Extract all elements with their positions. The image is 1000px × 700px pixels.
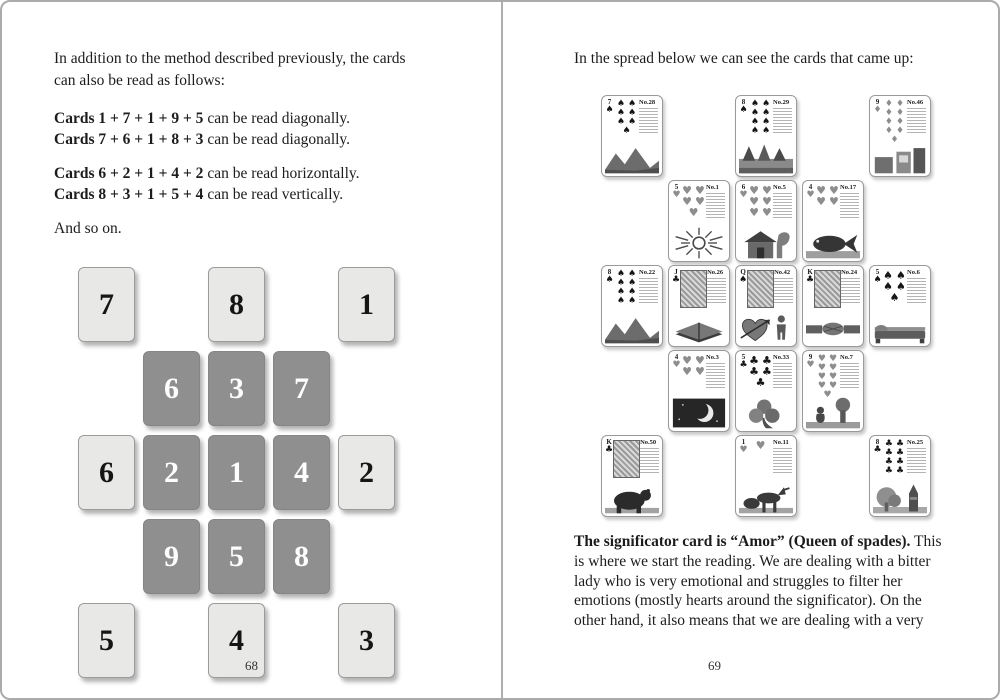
spread-card xyxy=(668,180,730,262)
heart-pip-icon: ♥ xyxy=(829,354,838,364)
left-intro-paragraph: In addition to the method described previously, the cards can also be read as follows: xyxy=(54,50,406,89)
diagram-card-dark xyxy=(208,351,265,426)
heart-pip-icon: ♥ xyxy=(829,184,839,197)
card-corner-index: 8 ♠ xyxy=(605,268,614,285)
heart-pip-icon: ♥ xyxy=(682,365,692,378)
card-corner-index: 5 ♠ xyxy=(873,268,882,285)
heart-pip-icon: ♥ xyxy=(817,354,826,364)
card-number-label: No.22 xyxy=(639,269,656,276)
diagram-card-light xyxy=(78,435,135,510)
rules-group-straight xyxy=(54,163,501,205)
spade-pip-icon: ♠ xyxy=(628,99,637,109)
spade-pip-icon: ♠ xyxy=(616,278,625,288)
diagram-card-dark xyxy=(143,435,200,510)
heart-pip-icon: ♥ xyxy=(682,184,692,197)
diagram-card-number: 4 xyxy=(294,455,309,489)
heart-pip-icon: ♥ xyxy=(762,195,772,208)
diagram-card-dark xyxy=(273,435,330,510)
club-pip-icon: ♣ xyxy=(884,466,893,476)
right-page xyxy=(503,2,998,698)
card-caption-microtext xyxy=(639,108,658,133)
house-illustration xyxy=(739,227,793,259)
club-pip-icon: ♣ xyxy=(884,457,893,467)
card-corner-index: 5 ♣ xyxy=(739,353,748,370)
card-spread xyxy=(601,95,998,517)
spade-pip-icon: ♠ xyxy=(628,287,637,297)
club-pip-icon: ♣ xyxy=(896,466,905,476)
card-caption-microtext xyxy=(773,448,792,473)
mountain-illustration xyxy=(605,312,659,344)
diamond-pip-icon: ♦ xyxy=(884,108,893,118)
spread-card xyxy=(869,95,931,177)
card-caption-microtext xyxy=(773,108,792,133)
spread-card xyxy=(601,265,663,347)
card-corner-index: 8 ♠ xyxy=(739,98,748,115)
diagram-card-light xyxy=(208,267,265,342)
church-illustration xyxy=(873,482,927,514)
diagram-card-number: 7 xyxy=(99,287,114,321)
forest-illustration xyxy=(739,142,793,174)
moon-illustration xyxy=(672,397,726,429)
card-caption-microtext xyxy=(840,363,859,388)
card-number-label: No.25 xyxy=(907,439,924,446)
spread-card xyxy=(735,95,797,177)
diagram-card-number: 3 xyxy=(359,623,374,657)
card-corner-index: Q ♠ xyxy=(739,268,748,285)
heart-pip-icon: ♥ xyxy=(823,390,832,400)
spread-card xyxy=(735,435,797,517)
diagram-card-number: 6 xyxy=(99,455,114,489)
spade-pip-icon: ♠ xyxy=(616,117,625,127)
diagram-card-number: 8 xyxy=(229,287,244,321)
diagram-card-number: 5 xyxy=(99,623,114,657)
spade-pip-icon: ♠ xyxy=(873,275,882,285)
heart-pip-icon: ♥ xyxy=(688,206,699,219)
club-pip-icon: ♣ xyxy=(749,365,759,378)
diamond-pip-icon: ♦ xyxy=(890,135,899,145)
card-caption-microtext xyxy=(706,193,725,218)
book-illustration xyxy=(672,312,726,344)
clover-illustration xyxy=(739,397,793,429)
diagram-card-dark xyxy=(143,351,200,426)
spade-pip-icon: ♠ xyxy=(889,291,900,304)
heart-pip-icon: ♥ xyxy=(817,372,826,382)
reading-paragraph xyxy=(574,532,946,631)
club-pip-icon: ♣ xyxy=(755,376,766,389)
card-corner-index: 4 ♥ xyxy=(806,183,815,200)
card-number-label: No.17 xyxy=(840,184,857,191)
sun-illustration xyxy=(672,227,726,259)
spade-pip-icon: ♠ xyxy=(896,280,906,293)
diagram-card-number: 3 xyxy=(229,371,244,405)
spade-pip-icon: ♠ xyxy=(750,108,759,118)
rule-line: Cards 7 + 6 + 1 + 8 + 3 can be read diagonally. xyxy=(54,131,351,148)
club-pip-icon: ♣ xyxy=(806,275,815,285)
diamond-pip-icon: ♦ xyxy=(896,99,905,109)
room-illustration xyxy=(873,142,927,174)
diagram-card-number: 4 xyxy=(229,623,244,657)
card-caption-microtext xyxy=(841,278,860,303)
heart-pip-icon: ♥ xyxy=(739,190,748,200)
spade-pip-icon: ♠ xyxy=(605,105,614,115)
court-portrait xyxy=(613,440,640,478)
card-number-label: No.5 xyxy=(773,184,786,191)
spread-card xyxy=(601,435,663,517)
card-position-diagram xyxy=(78,267,501,678)
spade-pip-icon: ♠ xyxy=(628,108,637,118)
card-corner-index: 8 ♣ xyxy=(873,438,882,455)
club-pip-icon: ♣ xyxy=(896,457,905,467)
diamond-pip-icon: ♦ xyxy=(884,126,893,136)
card-corner-index: 5 ♥ xyxy=(672,183,681,200)
diamond-pip-icon: ♦ xyxy=(884,99,893,109)
heart-pip-icon: ♥ xyxy=(695,195,705,208)
spade-pip-icon: ♠ xyxy=(616,287,625,297)
card-corner-index: 6 ♥ xyxy=(739,183,748,200)
card-corner-index: 9 ♦ xyxy=(873,98,882,115)
card-number-label: No.29 xyxy=(773,99,790,106)
bed-illustration xyxy=(873,312,927,344)
club-pip-icon: ♣ xyxy=(762,354,772,367)
rules-group-diagonal xyxy=(54,108,501,150)
card-number-label: No.42 xyxy=(774,269,791,276)
diamond-pip-icon: ♦ xyxy=(896,126,905,136)
court-portrait xyxy=(680,270,707,308)
card-corner-index: K ♣ xyxy=(806,268,815,285)
heart-pip-icon: ♥ xyxy=(682,354,692,367)
heart-pip-icon: ♥ xyxy=(762,206,772,219)
spade-pip-icon: ♠ xyxy=(762,99,771,109)
rule-line: Cards 8 + 3 + 1 + 5 + 4 can be read vertically. xyxy=(54,186,344,203)
card-caption-microtext xyxy=(640,448,659,473)
card-caption-microtext xyxy=(907,448,926,473)
club-pip-icon: ♣ xyxy=(884,439,893,449)
significator-sentence: The significator card is “Amor” (Queen of spades). xyxy=(574,533,911,550)
diagram-card-number: 1 xyxy=(229,455,244,489)
heart-pip-icon: ♥ xyxy=(695,354,705,367)
card-number-label: No.11 xyxy=(773,439,789,446)
card-caption-microtext xyxy=(840,193,859,218)
heart-pip-icon: ♥ xyxy=(672,190,681,200)
mountain-illustration xyxy=(605,142,659,174)
spread-card xyxy=(802,180,864,262)
left-outro: And so on. xyxy=(54,220,122,237)
heart-pip-icon: ♥ xyxy=(806,360,815,370)
card-corner-index: J ♣ xyxy=(672,268,681,285)
card-number-label: No.50 xyxy=(640,439,657,446)
heart-pip-icon: ♥ xyxy=(695,184,705,197)
spade-pip-icon: ♠ xyxy=(605,275,614,285)
club-pip-icon: ♣ xyxy=(739,360,748,370)
diagram-card-light xyxy=(338,267,395,342)
spread-card xyxy=(869,265,931,347)
card-caption-microtext xyxy=(707,278,726,303)
diagram-card-light xyxy=(338,435,395,510)
left-page xyxy=(2,2,501,698)
spade-pip-icon: ♠ xyxy=(616,296,625,306)
spade-pip-icon: ♠ xyxy=(896,269,906,282)
spade-pip-icon: ♠ xyxy=(616,99,625,109)
card-number-label: No.7 xyxy=(840,354,853,361)
diagram-card-number: 8 xyxy=(294,539,309,573)
spread-card xyxy=(601,95,663,177)
rule-line: Cards 1 + 7 + 1 + 9 + 5 can be read diagonally. xyxy=(54,110,351,127)
court-portrait xyxy=(747,270,774,308)
spread-card xyxy=(735,265,797,347)
heart-pip-icon: ♥ xyxy=(755,439,766,452)
diagram-card-number: 2 xyxy=(359,455,374,489)
bear-illustration xyxy=(605,482,659,514)
card-corner-index: K ♣ xyxy=(605,438,614,455)
heart-pip-icon: ♥ xyxy=(749,184,759,197)
page-number-right: 69 xyxy=(708,658,721,673)
heart-pip-icon: ♥ xyxy=(749,206,759,219)
heart-pip-icon: ♥ xyxy=(806,190,815,200)
card-caption-microtext xyxy=(774,278,793,303)
diagram-card-number: 6 xyxy=(164,371,179,405)
heart-pip-icon: ♥ xyxy=(817,381,826,391)
mourner-illustration xyxy=(806,397,860,429)
spade-pip-icon: ♠ xyxy=(739,105,748,115)
club-pip-icon: ♣ xyxy=(896,439,905,449)
diagram-card-number: 2 xyxy=(164,455,179,489)
diagram-card-number: 5 xyxy=(229,539,244,573)
diagram-card-number: 7 xyxy=(294,371,309,405)
spade-pip-icon: ♠ xyxy=(762,117,771,127)
card-number-label: No.1 xyxy=(706,184,719,191)
heart-pip-icon: ♥ xyxy=(829,363,838,373)
spade-pip-icon: ♠ xyxy=(628,117,637,127)
spread-card xyxy=(802,265,864,347)
diagram-card-light xyxy=(78,267,135,342)
club-pip-icon: ♣ xyxy=(762,365,772,378)
page-number-left: 68 xyxy=(245,658,258,673)
diagram-card-dark xyxy=(143,519,200,594)
rule-line: Cards 6 + 2 + 1 + 4 + 2 can be read horizontally. xyxy=(54,165,360,182)
diamond-pip-icon: ♦ xyxy=(884,117,893,127)
club-pip-icon: ♣ xyxy=(605,445,614,455)
card-number-label: No.3 xyxy=(706,354,719,361)
spade-pip-icon: ♠ xyxy=(883,269,893,282)
spade-pip-icon: ♠ xyxy=(739,275,748,285)
spade-pip-icon: ♠ xyxy=(762,126,771,136)
diamond-pip-icon: ♦ xyxy=(873,105,882,115)
heart-pip-icon: ♥ xyxy=(762,184,772,197)
diagram-card-dark xyxy=(273,519,330,594)
card-number-label: No.26 xyxy=(707,269,724,276)
heart-pip-icon: ♥ xyxy=(816,184,826,197)
spread-card xyxy=(735,180,797,262)
spade-pip-icon: ♠ xyxy=(883,280,893,293)
spread-card xyxy=(668,265,730,347)
heart-pip-icon: ♥ xyxy=(816,195,826,208)
card-number-label: No.33 xyxy=(773,354,790,361)
diagram-card-number: 1 xyxy=(359,287,374,321)
card-corner-index: 9 ♥ xyxy=(806,353,815,370)
heart-pip-icon: ♥ xyxy=(829,195,839,208)
amor-illustration xyxy=(739,312,793,344)
spread-card xyxy=(668,350,730,432)
club-pip-icon: ♣ xyxy=(672,275,681,285)
card-corner-index: 7 ♠ xyxy=(605,98,614,115)
diamond-pip-icon: ♦ xyxy=(896,117,905,127)
card-corner-index: 1 ♥ xyxy=(739,438,748,455)
club-pip-icon: ♣ xyxy=(873,445,882,455)
card-corner-index: 4 ♥ xyxy=(672,353,681,370)
card-caption-microtext xyxy=(907,278,926,303)
spade-pip-icon: ♠ xyxy=(628,278,637,288)
spade-pip-icon: ♠ xyxy=(762,108,771,118)
spade-pip-icon: ♠ xyxy=(622,126,631,136)
spade-pip-icon: ♠ xyxy=(616,269,625,279)
spread-card xyxy=(735,350,797,432)
club-pip-icon: ♣ xyxy=(749,354,759,367)
club-pip-icon: ♣ xyxy=(896,448,905,458)
fish-illustration xyxy=(806,227,860,259)
card-number-label: No.6 xyxy=(907,269,920,276)
card-caption-microtext xyxy=(773,193,792,218)
diagram-card-dark xyxy=(208,519,265,594)
heart-pip-icon: ♥ xyxy=(739,445,748,455)
spread-card xyxy=(869,435,931,517)
card-caption-microtext xyxy=(706,363,725,388)
diagram-card-dark xyxy=(208,435,265,510)
diagram-card-number: 9 xyxy=(164,539,179,573)
court-portrait xyxy=(814,270,841,308)
heart-pip-icon: ♥ xyxy=(829,372,838,382)
card-caption-microtext xyxy=(639,278,658,303)
heart-pip-icon: ♥ xyxy=(672,360,681,370)
heart-pip-icon: ♥ xyxy=(695,365,705,378)
spade-pip-icon: ♠ xyxy=(628,296,637,306)
club-pip-icon: ♣ xyxy=(884,448,893,458)
diagram-card-dark xyxy=(273,351,330,426)
card-number-label: No.28 xyxy=(639,99,656,106)
spade-pip-icon: ♠ xyxy=(628,269,637,279)
heart-pip-icon: ♥ xyxy=(682,195,692,208)
wolf-illustration xyxy=(739,482,793,514)
spade-pip-icon: ♠ xyxy=(750,126,759,136)
reading-body-text: This is where we start the reading. We are dealing with a bitter lady who is very emotional and struggles to filter her emotions (mostly hearts around the significator). On the other hand, it also means that we are dealing with a very xyxy=(574,533,942,630)
heart-pip-icon: ♥ xyxy=(817,363,826,373)
heart-pip-icon: ♥ xyxy=(749,195,759,208)
card-caption-microtext xyxy=(773,363,792,388)
spade-pip-icon: ♠ xyxy=(616,108,625,118)
spread-card xyxy=(802,350,864,432)
handshake-illustration xyxy=(806,312,860,344)
heart-pip-icon: ♥ xyxy=(829,381,838,391)
card-number-label: No.46 xyxy=(907,99,924,106)
card-number-label: No.24 xyxy=(841,269,858,276)
spade-pip-icon: ♠ xyxy=(750,99,759,109)
card-caption-microtext xyxy=(907,108,926,133)
spade-pip-icon: ♠ xyxy=(750,117,759,127)
right-intro-paragraph: In the spread below we can see the cards that came up: xyxy=(574,50,914,67)
diamond-pip-icon: ♦ xyxy=(896,108,905,118)
